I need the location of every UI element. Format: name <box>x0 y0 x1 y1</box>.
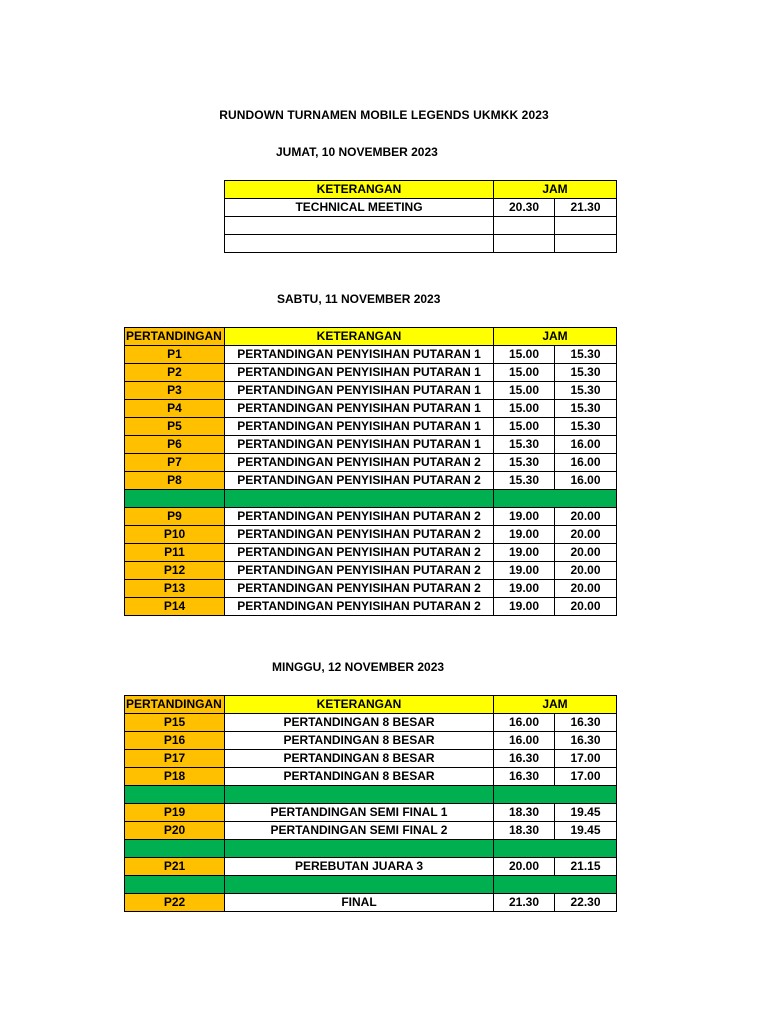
cell-end: 17.00 <box>555 750 617 768</box>
table-row <box>225 217 617 235</box>
cell-keterangan: PERTANDINGAN SEMI FINAL 2 <box>225 822 494 840</box>
table-row <box>125 364 617 382</box>
cell-end: 16.00 <box>555 436 617 454</box>
cell-keterangan: PERTANDINGAN PENYISIHAN PUTARAN 1 <box>225 400 494 418</box>
separator-cell <box>494 840 617 858</box>
cell-pertandingan: P19 <box>125 804 225 822</box>
cell-keterangan: PERTANDINGAN PENYISIHAN PUTARAN 2 <box>225 454 494 472</box>
cell-keterangan <box>225 235 494 253</box>
cell-keterangan: PERTANDINGAN 8 BESAR <box>225 732 494 750</box>
cell-keterangan: PEREBUTAN JUARA 3 <box>225 858 494 876</box>
cell-pertandingan: P1 <box>125 346 225 364</box>
cell-pertandingan: P16 <box>125 732 225 750</box>
day-heading-minggu: MINGGU, 12 NOVEMBER 2023 <box>272 660 445 674</box>
cell-end: 15.30 <box>555 346 617 364</box>
cell-start: 15.30 <box>494 436 555 454</box>
break-separator-row <box>125 840 617 858</box>
table-row <box>125 418 617 436</box>
cell-start: 16.00 <box>494 714 555 732</box>
cell-start: 19.00 <box>494 526 555 544</box>
cell-start: 15.00 <box>494 418 555 436</box>
cell-keterangan: PERTANDINGAN PENYISIHAN PUTARAN 1 <box>225 436 494 454</box>
cell-pertandingan: P7 <box>125 454 225 472</box>
cell-end: 20.00 <box>555 598 617 616</box>
cell-end: 20.00 <box>555 526 617 544</box>
cell-keterangan: PERTANDINGAN PENYISIHAN PUTARAN 2 <box>225 598 494 616</box>
header-jam: JAM <box>494 696 617 714</box>
cell-end: 21.30 <box>555 199 617 217</box>
table-row <box>125 822 617 840</box>
table-row <box>225 199 617 217</box>
cell-keterangan: PERTANDINGAN PENYISIHAN PUTARAN 1 <box>225 418 494 436</box>
cell-keterangan: PERTANDINGAN SEMI FINAL 1 <box>225 804 494 822</box>
cell-pertandingan: P18 <box>125 768 225 786</box>
cell-keterangan: TECHNICAL MEETING <box>225 199 494 217</box>
cell-end: 19.45 <box>555 804 617 822</box>
cell-start: 20.00 <box>494 858 555 876</box>
cell-pertandingan: P17 <box>125 750 225 768</box>
cell-pertandingan: P3 <box>125 382 225 400</box>
cell-end: 15.30 <box>555 418 617 436</box>
cell-end: 16.30 <box>555 714 617 732</box>
cell-start: 15.30 <box>494 472 555 490</box>
cell-keterangan <box>225 217 494 235</box>
cell-pertandingan: P10 <box>125 526 225 544</box>
cell-start: 19.00 <box>494 580 555 598</box>
cell-keterangan: PERTANDINGAN 8 BESAR <box>225 768 494 786</box>
schedule-table-jumat <box>224 180 617 253</box>
header-jam: JAM <box>494 328 617 346</box>
cell-pertandingan: P5 <box>125 418 225 436</box>
cell-keterangan: PERTANDINGAN PENYISIHAN PUTARAN 1 <box>225 346 494 364</box>
cell-pertandingan: P9 <box>125 508 225 526</box>
cell-start: 16.00 <box>494 732 555 750</box>
schedule-table-sabtu <box>124 327 617 616</box>
cell-end: 15.30 <box>555 364 617 382</box>
cell-end: 17.00 <box>555 768 617 786</box>
header-keterangan: KETERANGAN <box>225 328 494 346</box>
cell-start: 18.30 <box>494 804 555 822</box>
day-heading-jumat: JUMAT, 10 NOVEMBER 2023 <box>276 145 438 159</box>
table-row <box>125 598 617 616</box>
table-header-row <box>225 181 617 199</box>
table-header-row <box>125 328 617 346</box>
cell-end: 16.30 <box>555 732 617 750</box>
table-row <box>125 580 617 598</box>
cell-keterangan: PERTANDINGAN PENYISIHAN PUTARAN 2 <box>225 472 494 490</box>
cell-end: 16.00 <box>555 472 617 490</box>
cell-end: 15.30 <box>555 382 617 400</box>
cell-start: 18.30 <box>494 822 555 840</box>
table-row <box>125 804 617 822</box>
cell-start: 15.30 <box>494 454 555 472</box>
cell-end: 21.15 <box>555 858 617 876</box>
cell-end: 20.00 <box>555 508 617 526</box>
break-separator-row <box>125 786 617 804</box>
cell-start <box>494 217 555 235</box>
separator-cell <box>494 876 617 894</box>
cell-start: 19.00 <box>494 544 555 562</box>
header-jam: JAM <box>494 181 617 199</box>
cell-keterangan: PERTANDINGAN PENYISIHAN PUTARAN 2 <box>225 508 494 526</box>
separator-cell <box>494 490 617 508</box>
table-row <box>125 454 617 472</box>
cell-end: 20.00 <box>555 562 617 580</box>
cell-end <box>555 235 617 253</box>
separator-cell <box>225 490 494 508</box>
separator-cell <box>125 786 225 804</box>
cell-pertandingan: P15 <box>125 714 225 732</box>
document-title: RUNDOWN TURNAMEN MOBILE LEGENDS UKMKK 2023 <box>219 108 549 122</box>
cell-pertandingan: P21 <box>125 858 225 876</box>
cell-pertandingan: P22 <box>125 894 225 912</box>
separator-cell <box>225 786 494 804</box>
cell-pertandingan: P13 <box>125 580 225 598</box>
cell-start: 20.30 <box>494 199 555 217</box>
cell-start: 19.00 <box>494 562 555 580</box>
cell-keterangan: FINAL <box>225 894 494 912</box>
table-row <box>125 472 617 490</box>
table-row <box>225 235 617 253</box>
cell-pertandingan: P12 <box>125 562 225 580</box>
cell-keterangan: PERTANDINGAN 8 BESAR <box>225 714 494 732</box>
cell-start: 16.30 <box>494 750 555 768</box>
cell-keterangan: PERTANDINGAN 8 BESAR <box>225 750 494 768</box>
table-row <box>125 732 617 750</box>
table-header-row <box>125 696 617 714</box>
table-row <box>125 346 617 364</box>
cell-keterangan: PERTANDINGAN PENYISIHAN PUTARAN 1 <box>225 364 494 382</box>
table-row <box>125 714 617 732</box>
separator-cell <box>225 876 494 894</box>
cell-end <box>555 217 617 235</box>
cell-pertandingan: P14 <box>125 598 225 616</box>
table-row <box>125 526 617 544</box>
cell-end: 22.30 <box>555 894 617 912</box>
header-keterangan: KETERANGAN <box>225 181 494 199</box>
header-pertandingan: PERTANDINGAN <box>125 696 225 714</box>
table-row <box>125 400 617 418</box>
separator-cell <box>125 840 225 858</box>
table-row <box>125 508 617 526</box>
break-separator-row <box>125 876 617 894</box>
cell-keterangan: PERTANDINGAN PENYISIHAN PUTARAN 2 <box>225 526 494 544</box>
cell-end: 16.00 <box>555 454 617 472</box>
separator-cell <box>494 786 617 804</box>
cell-start: 15.00 <box>494 382 555 400</box>
cell-keterangan: PERTANDINGAN PENYISIHAN PUTARAN 2 <box>225 544 494 562</box>
separator-cell <box>125 876 225 894</box>
table-row <box>125 436 617 454</box>
cell-keterangan: PERTANDINGAN PENYISIHAN PUTARAN 1 <box>225 382 494 400</box>
cell-start: 15.00 <box>494 346 555 364</box>
table-row <box>125 750 617 768</box>
cell-keterangan: PERTANDINGAN PENYISIHAN PUTARAN 2 <box>225 580 494 598</box>
cell-end: 19.45 <box>555 822 617 840</box>
table-row <box>125 382 617 400</box>
table-row <box>125 544 617 562</box>
table-row <box>125 894 617 912</box>
cell-start: 16.30 <box>494 768 555 786</box>
cell-pertandingan: P4 <box>125 400 225 418</box>
cell-start: 21.30 <box>494 894 555 912</box>
cell-end: 20.00 <box>555 544 617 562</box>
cell-start: 15.00 <box>494 364 555 382</box>
schedule-table-minggu <box>124 695 617 912</box>
cell-pertandingan: P11 <box>125 544 225 562</box>
table-row <box>125 858 617 876</box>
cell-start: 15.00 <box>494 400 555 418</box>
cell-pertandingan: P6 <box>125 436 225 454</box>
cell-pertandingan: P8 <box>125 472 225 490</box>
cell-start: 19.00 <box>494 508 555 526</box>
cell-start: 19.00 <box>494 598 555 616</box>
cell-start <box>494 235 555 253</box>
cell-pertandingan: P2 <box>125 364 225 382</box>
cell-end: 20.00 <box>555 580 617 598</box>
separator-cell <box>225 840 494 858</box>
cell-pertandingan: P20 <box>125 822 225 840</box>
header-keterangan: KETERANGAN <box>225 696 494 714</box>
cell-keterangan: PERTANDINGAN PENYISIHAN PUTARAN 2 <box>225 562 494 580</box>
table-row <box>125 562 617 580</box>
table-row <box>125 768 617 786</box>
header-pertandingan: PERTANDINGAN <box>125 328 225 346</box>
separator-cell <box>125 490 225 508</box>
cell-end: 15.30 <box>555 400 617 418</box>
break-separator-row <box>125 490 617 508</box>
day-heading-sabtu: SABTU, 11 NOVEMBER 2023 <box>277 292 441 306</box>
